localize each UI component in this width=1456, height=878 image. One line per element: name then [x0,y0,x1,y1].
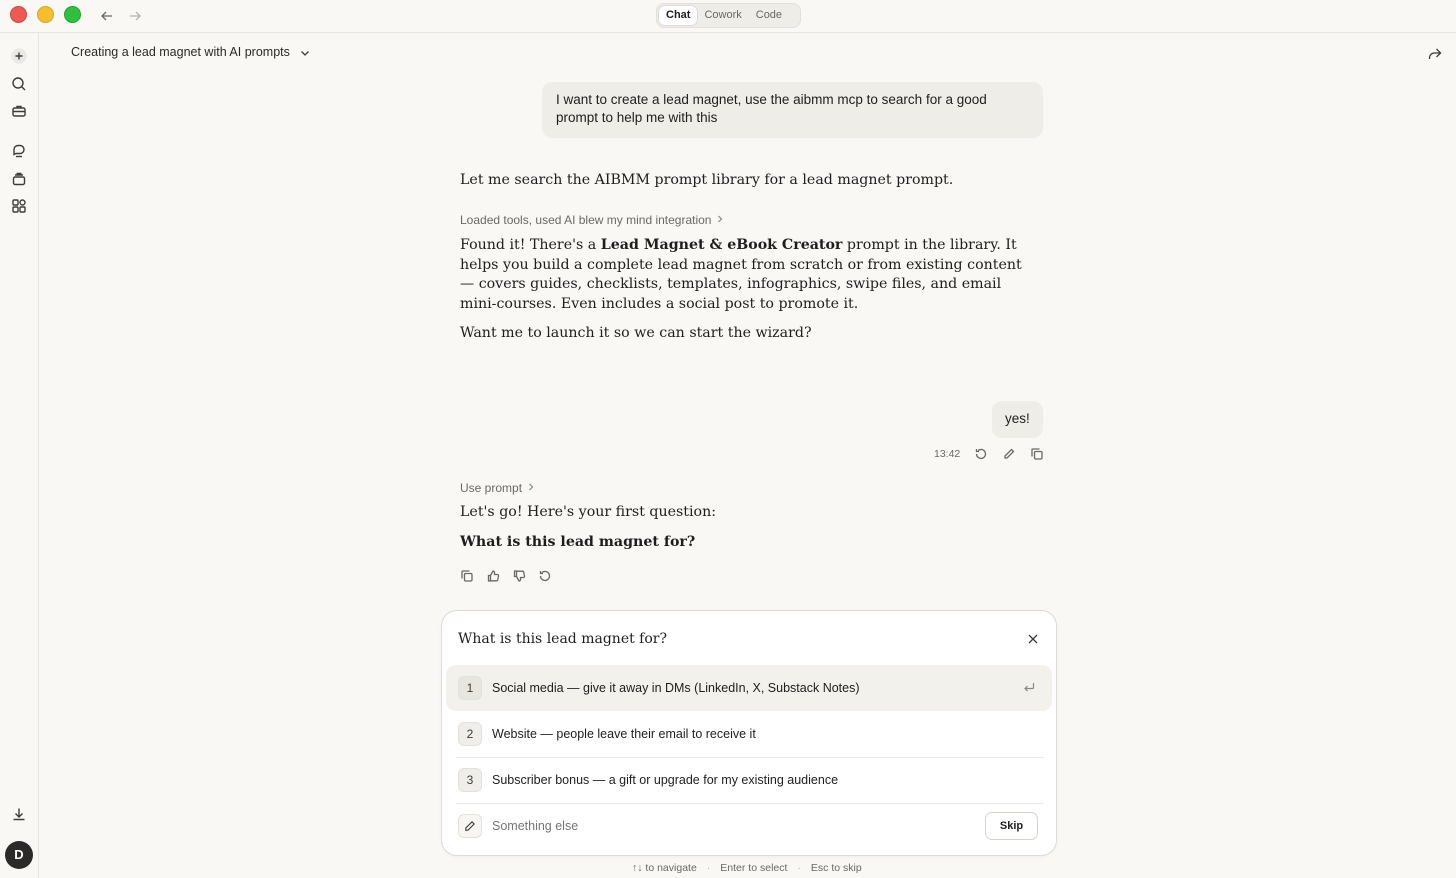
search-icon[interactable] [10,75,28,93]
forward-arrow-icon[interactable] [126,7,144,25]
option-label: Website — people leave their email to receive it [492,727,756,741]
option-label: Social media — give it away in DMs (LinkedIn, X, Substack Notes) [492,681,860,695]
something-else-input[interactable] [492,819,952,833]
use-prompt-summary[interactable] [460,481,535,495]
prompt-name: Lead Magnet & eBook Creator [600,237,843,253]
edit-icon[interactable] [1002,447,1016,461]
tab-chat[interactable]: Chat [659,6,697,25]
question-title: What is this lead magnet for? [458,631,667,647]
pencil-icon [458,814,482,838]
share-icon[interactable] [1427,46,1443,62]
assistant-message-found [460,236,1030,314]
new-chat-icon[interactable] [10,47,28,65]
use-prompt-label: Use prompt [460,481,523,495]
option-number: 3 [458,768,482,792]
hint-separator: · [797,862,801,874]
assistant-actions [460,569,552,583]
mode-switch [656,3,801,28]
keyboard-hints [632,862,862,874]
option-number: 1 [458,676,482,700]
assistant-message-question: Want me to launch it so we can start the wizard? [460,325,812,341]
conversation-title[interactable]: Creating a lead magnet with AI prompts [71,45,290,59]
hint-select: Enter to select [720,862,788,874]
assistant-message-intro: Let me search the AIBMM prompt library for a lead magnet prompt. [460,172,954,188]
zoom-window-button[interactable] [64,6,81,23]
assistant-message-start: Let's go! Here's your first question: [460,504,716,520]
tab-cowork[interactable]: Cowork [704,9,742,21]
thumbs-down-icon[interactable] [512,569,526,583]
message-timestamp: 13:42 [934,448,961,460]
avatar[interactable]: D [5,841,33,869]
skip-button[interactable]: Skip [985,812,1038,840]
chevron-down-icon[interactable] [298,46,312,60]
chevron-right-icon [527,482,535,495]
projects-icon[interactable] [10,170,28,188]
copy-icon[interactable] [1030,447,1044,461]
divider [456,803,1044,804]
back-arrow-icon[interactable] [98,7,116,25]
hint-skip: Esc to skip [810,862,862,874]
hint-separator: · [706,862,711,874]
something-else-row [446,811,1052,841]
minimize-window-button[interactable] [37,6,54,23]
found-suffix: prompt in the library. It helps you build a complete lead magnet from scratch or from existing content — covers guides, checklists, templates, infographics, swipe files, and email mini-courses. Even includes a social post to promote it. [460,237,1022,312]
question-card [441,610,1057,856]
option-subscriber-bonus[interactable] [446,757,1052,803]
chats-icon[interactable] [10,142,28,160]
option-label: Subscriber bonus — a gift or upgrade for my existing audience [492,773,839,787]
tool-usage-summary[interactable] [460,213,724,227]
retry-icon[interactable] [538,569,552,583]
option-number: 2 [458,722,482,746]
briefcase-icon[interactable] [10,102,28,120]
user-message-meta [934,447,1044,461]
user-message: I want to create a lead magnet, use the aibmm mcp to search for a good prompt to help me with this [542,82,1043,138]
title-bar [0,0,1456,33]
close-icon[interactable] [1026,632,1040,646]
sidebar [0,33,39,878]
copy-icon[interactable] [460,569,474,583]
hint-navigate: ↑↓ to navigate [632,862,697,874]
assistant-message-first-question: What is this lead magnet for? [460,534,696,550]
chevron-right-icon [716,214,724,227]
tool-usage-label: Loaded tools, used AI blew my mind integration [460,213,712,227]
found-prefix: Found it! There's a [460,237,601,253]
close-window-button[interactable] [10,6,27,23]
user-message: yes! [992,401,1043,438]
thumbs-up-icon[interactable] [486,569,500,583]
apps-icon[interactable] [10,197,28,215]
option-social-media[interactable] [446,665,1052,711]
option-website[interactable] [446,711,1052,757]
tab-code[interactable]: Code [755,9,783,21]
retry-icon[interactable] [974,447,988,461]
download-icon[interactable] [10,805,28,823]
enter-key-icon [1022,680,1036,694]
